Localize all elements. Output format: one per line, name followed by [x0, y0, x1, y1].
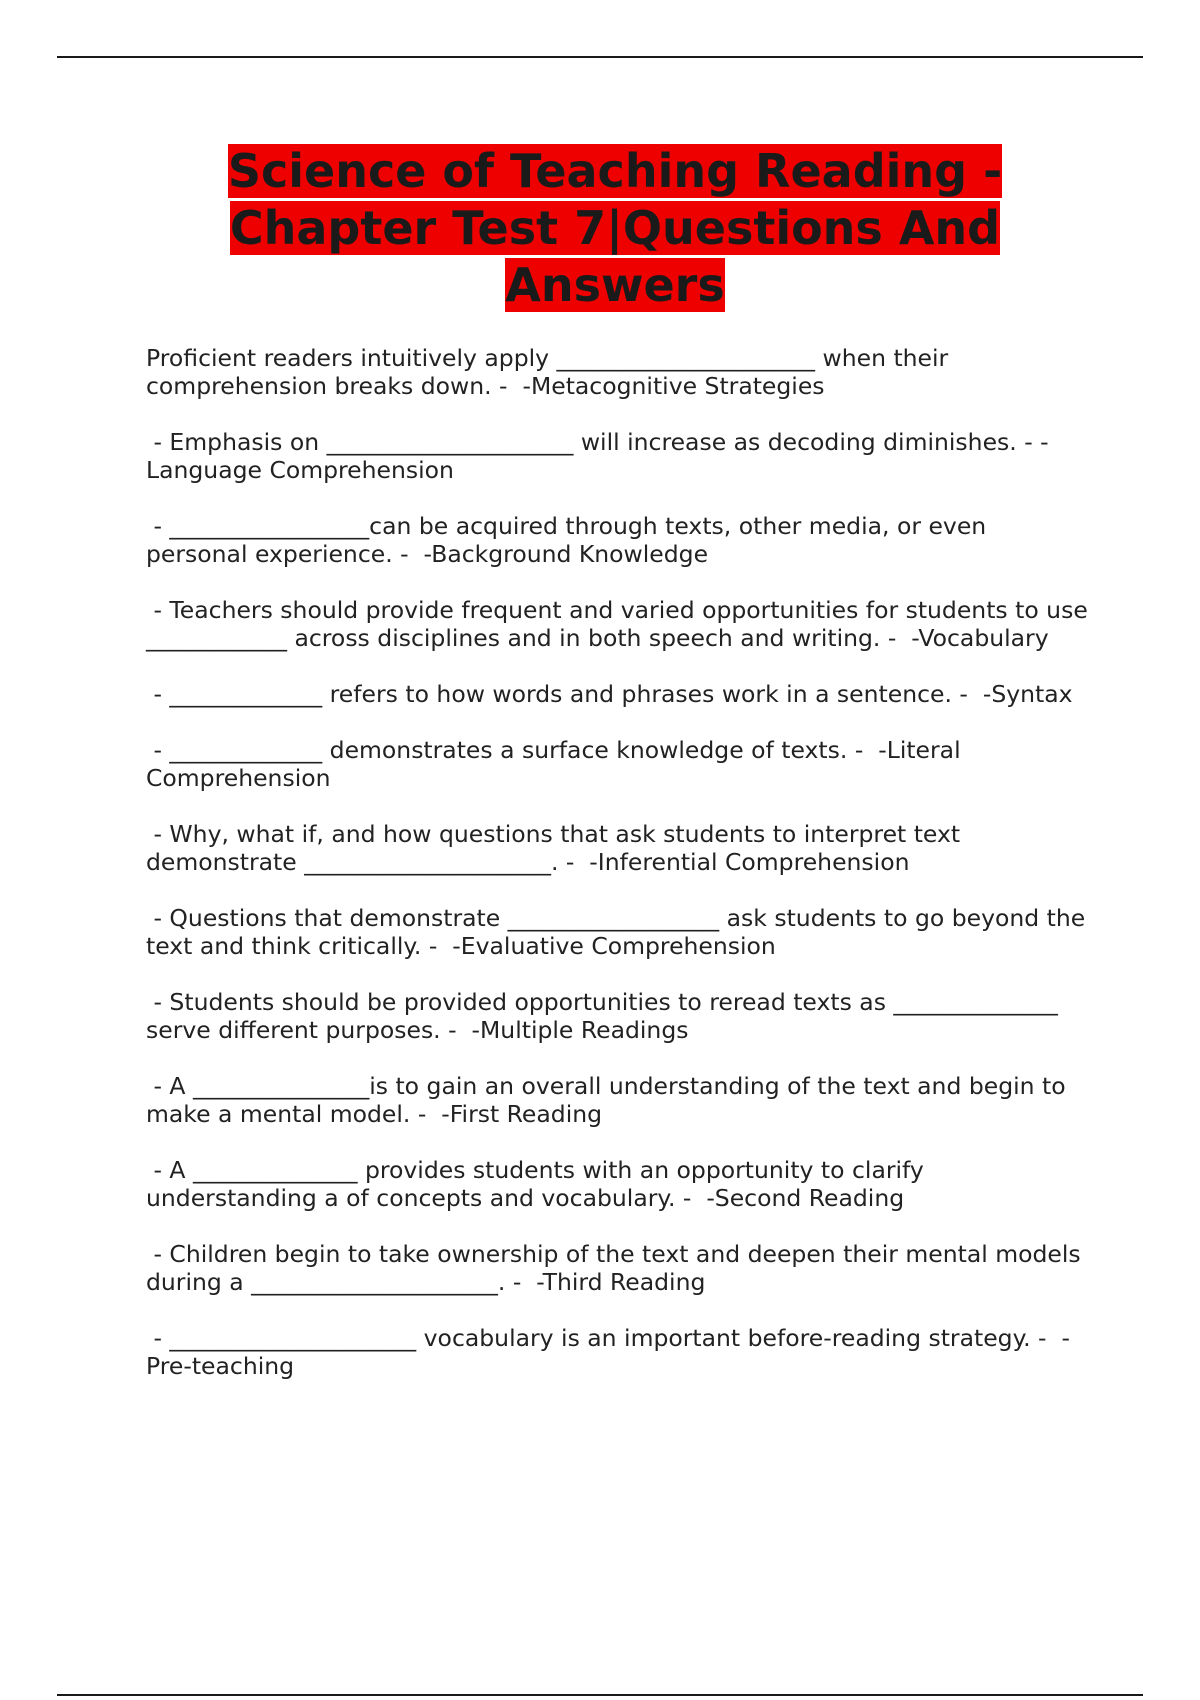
list-item: - Questions that demonstrate __________________ ask students to go beyond the text and think critically. - -Evaluative Comprehension: [146, 904, 1093, 960]
list-item: - A _______________is to gain an overall understanding of the text and begin to make a mental model. - -First Reading: [146, 1072, 1074, 1128]
list-item: - _____________________ vocabulary is an important before-reading strategy. - -Pre-teaching: [146, 1324, 1070, 1380]
list-item: - _____________ demonstrates a surface knowledge of texts. - -Literal Comprehension: [146, 736, 969, 792]
list-item: - Emphasis on _____________________ will increase as decoding diminishes. - -Language Comprehension: [146, 428, 1049, 484]
list-item: - Children begin to take ownership of the text and deepen their mental models during a _____________________. - -Third Reading: [146, 1240, 1089, 1296]
list-item: - Students should be provided opportunities to reread texts as ______________ serve different purposes. - -Multiple Readings: [146, 988, 1066, 1044]
page-title: [140, 143, 1090, 314]
question-list: [146, 344, 1096, 1408]
list-item: Proficient readers intuitively apply ______________________ when their comprehension breaks down. - -Metacognitive Strategies: [146, 344, 956, 400]
top-divider: [57, 56, 1143, 58]
bottom-divider: [57, 1694, 1143, 1696]
list-item: - _____________ refers to how words and phrases work in a sentence. - -Syntax: [146, 680, 1073, 708]
list-item: - A ______________ provides students with an opportunity to clarify understanding a of concepts and vocabulary. - -Second Reading: [146, 1156, 932, 1212]
list-item: - _________________can be acquired through texts, other media, or even personal experience. - -Background Knowledge: [146, 512, 994, 568]
list-item: - Teachers should provide frequent and varied opportunities for students to use ____________ across disciplines and in both speech and writing. - -Vocabulary: [146, 596, 1096, 652]
list-item: - Why, what if, and how questions that ask students to interpret text demonstrate _____________________. - -Inferential Comprehension: [146, 820, 968, 876]
page-title-text: Science of Teaching Reading - Chapter Test 7|Questions And Answers: [227, 144, 1003, 312]
